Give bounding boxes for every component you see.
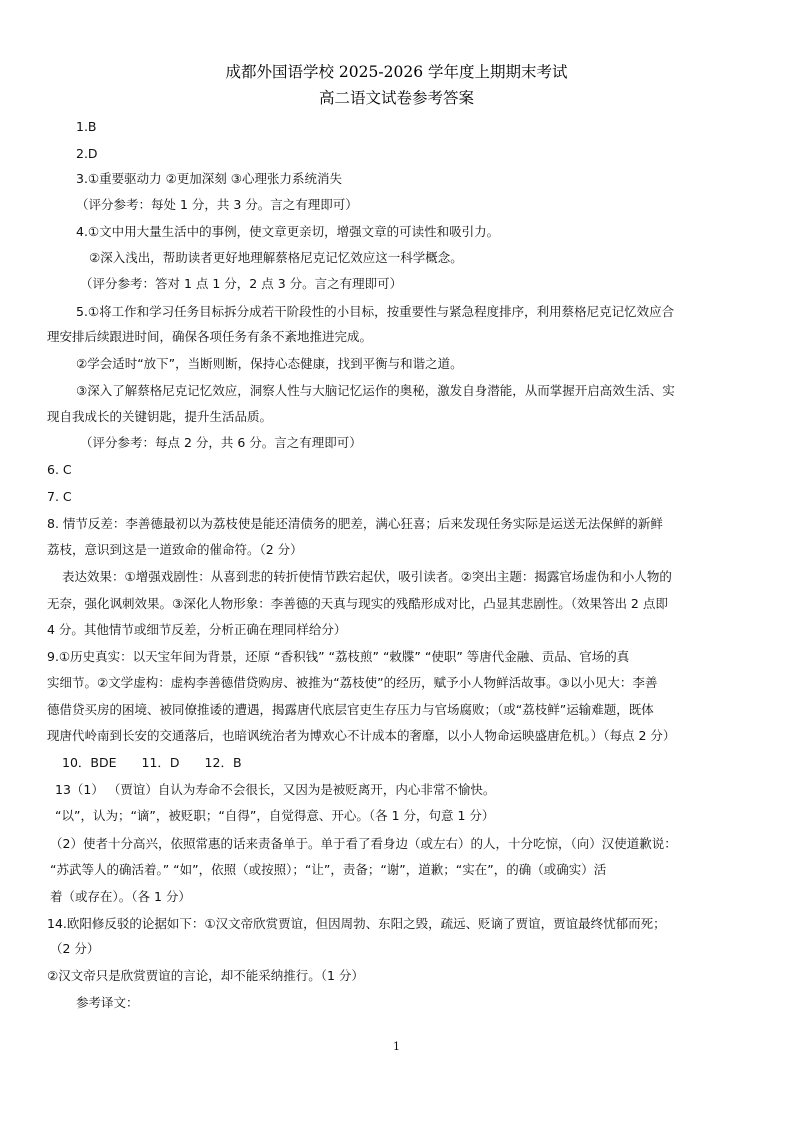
answer-line: 4 分。其他情节或细节反差，分析正确在理同样给分） xyxy=(47,622,347,637)
answer-line: “以”，认为；“谪”，被贬职；“自得”，自觉得意、开心。（各 1 分，句意 1 分） xyxy=(55,808,495,823)
page-number: 1 xyxy=(393,1040,400,1053)
answer-line: 1.B xyxy=(76,119,97,134)
answer-line: 4.①文中用大量生活中的事例，使文章更亲切，增强文章的可读性和吸引力。 xyxy=(76,224,500,239)
document-subtitle: 高二语文试卷参考答案 xyxy=(318,89,474,107)
answer-line: 6. C xyxy=(47,462,72,477)
answer-line: ③深入了解蔡格尼克记忆效应，洞察人性与大脑记忆运作的奥秘，激发自身潜能，从而掌握开启高效生活、实 xyxy=(76,383,675,398)
answer-line: 无奈，强化讽刺效果。③深化人物形象：李善德的天真与现实的残酷形成对比，凸显其悲剧性。（效果答出 2 点即 xyxy=(47,596,668,611)
answer-line: 实细节。②文学虚构：虚构李善德借贷购房、被推为“荔枝使”的经历，赋予小人物鲜活故事。③以小见大：李善 xyxy=(47,675,658,690)
answer-line: 7. C xyxy=(47,489,72,504)
answer-line: 表达效果：①增强戏剧性：从喜到悲的转折使情节跌宕起伏，吸引读者。②突出主题：揭露官场虚伪和小人物的 xyxy=(62,569,672,584)
answer-line: （评分参考：每处 1 分，共 3 分。言之有理即可） xyxy=(76,197,358,212)
answer-line: 5.①将工作和学习任务目标拆分成若干阶段性的小目标，按重要性与紧急程度排序，利用蔡格尼克记忆效应合 xyxy=(76,304,675,319)
answer-line: 现自我成长的关键钥匙，提升生活品质。 xyxy=(47,409,273,424)
answer-line: 参考译文： xyxy=(76,995,139,1010)
answer-line: （2）使者十分高兴，依照常惠的话来责备单于。单于看了看身边（或左右）的人，十分吃惊，（向）汉使道歉说： xyxy=(50,836,677,851)
answer-line: （评分参考：答对 1 点 1 分，2 点 3 分。言之有理即可） xyxy=(80,276,403,291)
answer-line: ②学会适时“放下”，当断则断，保持心态健康，找到平衡与和谐之道。 xyxy=(76,356,463,371)
answer-line: ②汉文帝只是欣赏贾谊的言论，却不能采纳推行。（1 分） xyxy=(47,968,364,983)
answer-line: 荔枝，意识到这是一道致命的催命符。（2 分） xyxy=(47,542,303,557)
answer-line: 德借贷买房的困境、被同僚推诿的遭遇，揭露唐代底层官吏生存压力与官场腐败；（或“荔枝鲜”运输难题，既体 xyxy=(47,702,654,717)
document-title: 成都外国语学校 2025-2026 学年度上期期末考试 xyxy=(225,63,568,81)
answer-line: ②深入浅出，帮助读者更好地理解蔡格尼克记忆效应这一科学概念。 xyxy=(89,250,463,265)
answer-line: 13（1） （贾谊）自认为寿命不会很长，又因为是被贬离开，内心非常不愉快。 xyxy=(55,782,496,797)
answer-line: 现唐代岭南到长安的交通落后，也暗讽统治者为博欢心不计成本的奢靡，以小人物命运映盛唐危机。）（每点 2 分） xyxy=(47,728,676,743)
answer-line: 8. 情节反差：李善德最初以为荔枝使是能还清债务的肥差，满心狂喜；后来发现任务实际是运送无法保鲜的新鲜 xyxy=(47,516,663,531)
answer-line: 9.①历史真实：以天宝年间为背景，还原 “香积钱” “荔枝煎” “敕牒” “使职” 等唐代金融、贡品、官场的真 xyxy=(47,649,630,664)
answer-line: （评分参考：每点 2 分，共 6 分。言之有理即可） xyxy=(80,435,362,450)
answer-line: 10．BDE 11．D 12．B xyxy=(62,755,242,770)
answer-line: 14.欧阳修反驳的论据如下：①汉文帝欣赏贾谊，但因周勃、东阳之毁，疏远、贬谪了贾谊，贾谊最终忧郁而死； xyxy=(47,916,666,931)
answer-line: “苏武等人的确活着。” “如”，依照（或按照）；“让”，责备；“谢”，道歉；“实在”，的确（或确实）活 xyxy=(50,862,607,877)
answer-line: （2 分） xyxy=(50,941,100,956)
answer-line: 着（或存在）。（各 1 分） xyxy=(50,889,191,904)
answer-line: 理安排后续跟进时间，确保各项任务有条不紊地推进完成。 xyxy=(47,329,373,344)
answer-line: 2.D xyxy=(76,146,98,161)
answer-line: 3.①重要驱动力 ②更加深刻 ③心理张力系统消失 xyxy=(76,171,342,186)
